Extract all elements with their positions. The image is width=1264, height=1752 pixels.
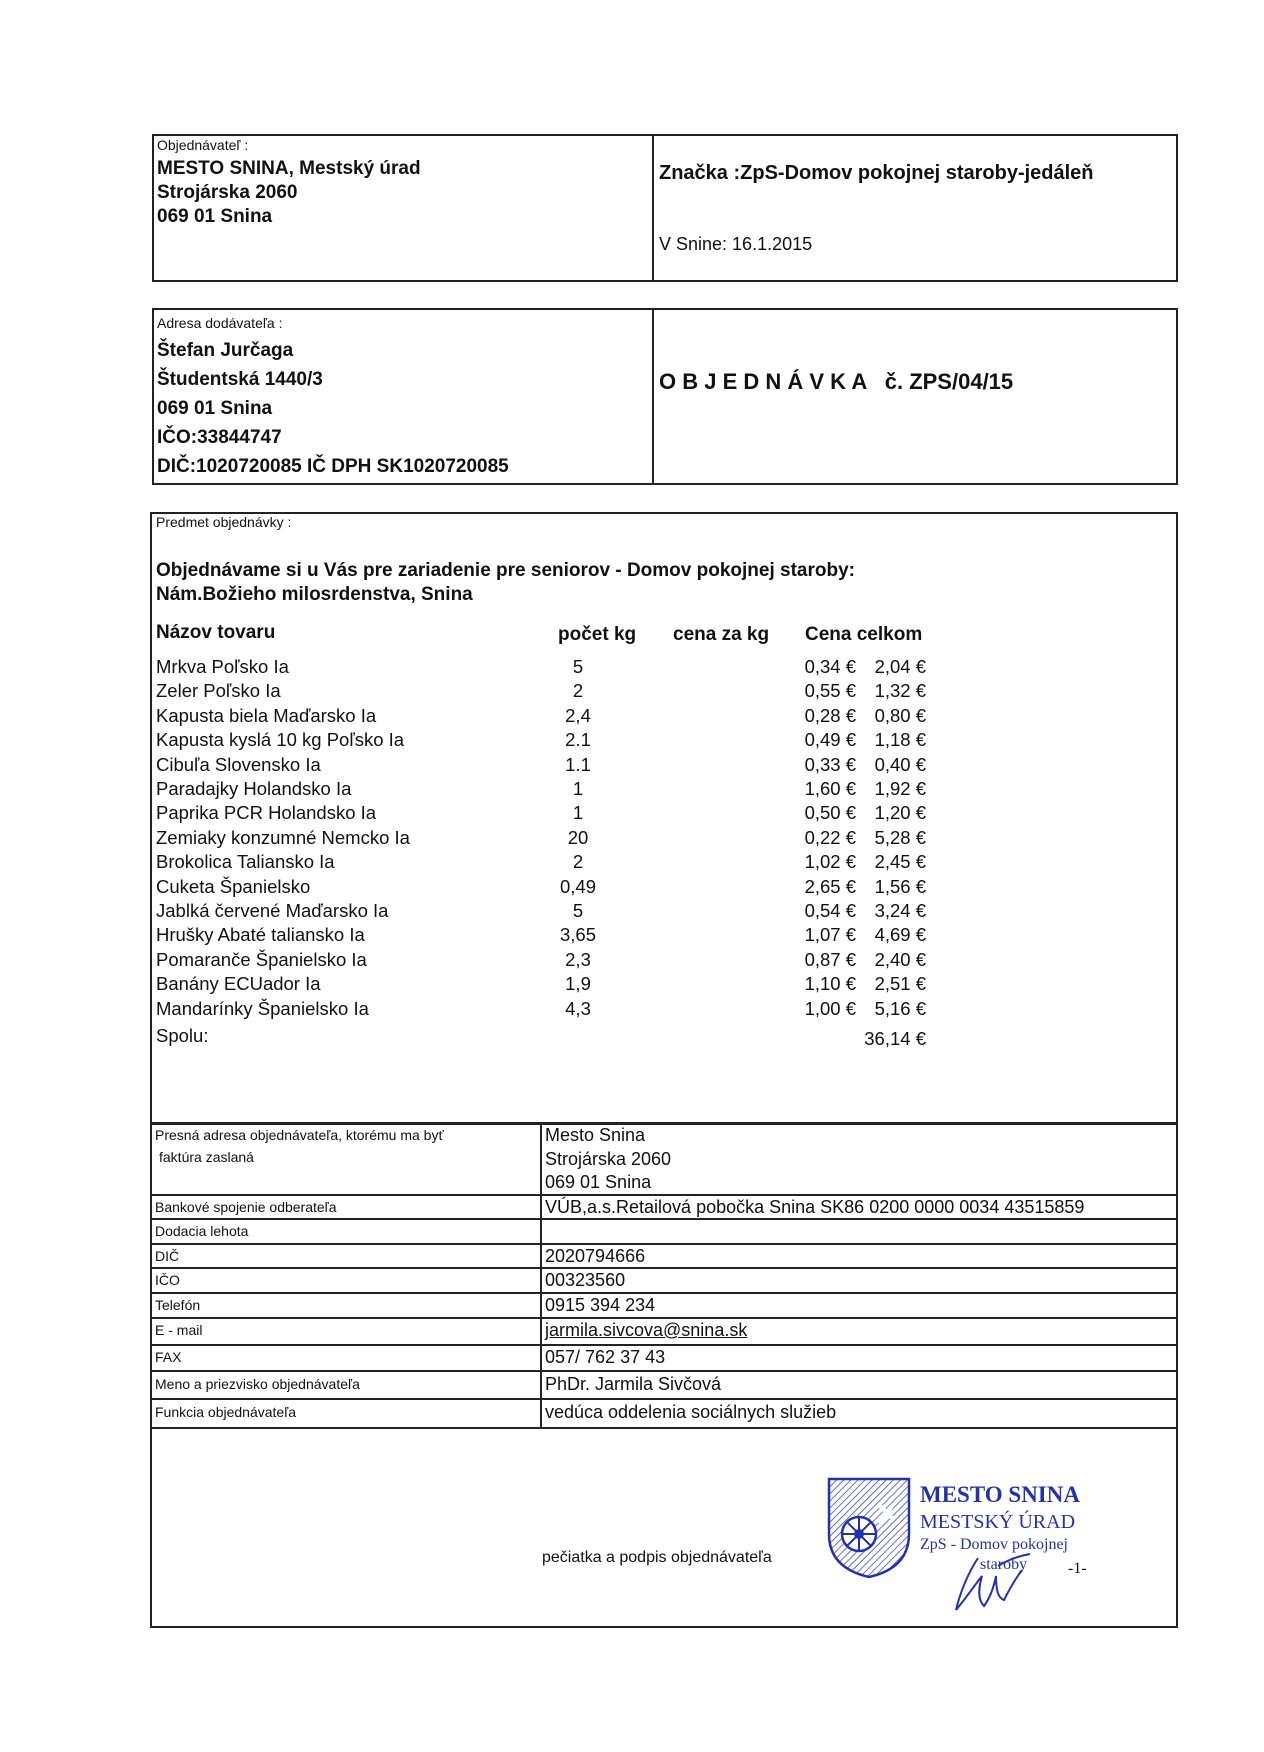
item-price: 0,33 €: [804, 753, 856, 775]
subject-line-2: Nám.Božieho milosrdenstva, Snina: [156, 584, 473, 605]
col-header-name: Názov tovaru: [156, 622, 276, 643]
item-kg: 2,3: [565, 948, 591, 970]
details-line: [150, 1398, 1178, 1400]
item-kg: 20: [567, 826, 589, 848]
col-header-price: cena za kg: [673, 624, 770, 645]
table-row: [156, 949, 936, 973]
invoice-name: Mesto Snina: [545, 1125, 646, 1145]
item-price: 0,28 €: [804, 704, 856, 726]
item-name: Mandarínky Španielsko Ia: [156, 997, 369, 1019]
table-row: [156, 802, 936, 826]
orderer-city: 069 01 Snina: [157, 206, 273, 227]
subject-line-1: Objednávame si u Vás pre zariadenie pre seniorov - Domov pokojnej staroby:: [156, 560, 855, 581]
item-kg: 3,65: [559, 924, 596, 946]
fax-label: FAX: [155, 1349, 182, 1365]
stamp: [826, 1474, 1146, 1624]
item-total: 0,80 €: [874, 704, 926, 726]
supplier-street: Študentská 1440/3: [157, 369, 323, 390]
table-row: [156, 900, 936, 924]
details-line: [150, 1267, 1178, 1269]
item-price: 0,22 €: [804, 826, 856, 848]
table-row: [156, 924, 936, 948]
item-total: 2,51 €: [874, 973, 926, 995]
item-kg: 2.1: [565, 729, 591, 751]
item-kg: 1: [572, 802, 584, 824]
item-name: Hrušky Abaté taliansko Ia: [156, 924, 365, 946]
orderer-label: Objednávateľ :: [157, 137, 249, 153]
table-row: [156, 973, 936, 997]
orderer-name-label: Meno a priezvisko objednávateľa: [155, 1376, 360, 1392]
item-total: 4,69 €: [874, 924, 926, 946]
invoice-label-1: Presná adresa objednávateľa, ktorému ma byť: [155, 1127, 444, 1143]
invoice-street: Strojárska 2060: [545, 1149, 672, 1169]
order-title: O B J E D N Á V K A č. ZPS/04/15: [659, 369, 1014, 394]
item-name: Jablká červené Maďarsko Ia: [156, 900, 389, 921]
item-price: 1,60 €: [804, 778, 856, 799]
item-total: 2,04 €: [874, 656, 926, 677]
supplier-name: Štefan Jurčaga: [157, 340, 294, 361]
item-name: Brokolica Taliansko Ia: [156, 851, 335, 873]
item-name: Mrkva Poľsko Ia: [156, 656, 289, 677]
item-price: 0,55 €: [804, 680, 856, 702]
item-kg: 2: [572, 680, 584, 702]
item-name: Zemiaky konzumné Nemcko Ia: [156, 826, 410, 848]
orderer-street: Strojárska 2060: [157, 182, 298, 203]
fax-value: 057/ 762 37 43: [545, 1347, 666, 1367]
signature-label: pečiatka a podpis objednávateľa: [542, 1549, 772, 1566]
table-row: [156, 827, 936, 851]
details-line: [150, 1194, 1178, 1196]
header-divider: [652, 134, 654, 282]
stamp-line-4: staroby: [980, 1556, 1028, 1573]
supplier-city: 069 01 Snina: [157, 398, 273, 419]
details-line: [150, 1427, 1178, 1429]
ico-value: 00323560: [545, 1270, 626, 1290]
table-row: [156, 851, 936, 875]
phone-label: Telefón: [155, 1297, 201, 1313]
table-row: [156, 998, 936, 1022]
item-total: 0,40 €: [874, 753, 926, 775]
delivery-label: Dodacia lehota: [155, 1223, 249, 1239]
sum-value: 36,14 €: [864, 1028, 926, 1049]
item-kg: 5: [572, 656, 584, 677]
item-name: Pomaranče Španielsko Ia: [156, 948, 367, 970]
details-line: [150, 1218, 1178, 1220]
item-price: 2,65 €: [804, 875, 856, 897]
phone-value: 0915 394 234: [545, 1295, 656, 1315]
details-line: [150, 1243, 1178, 1245]
email-value[interactable]: jarmila.sivcova@snina.sk: [545, 1320, 748, 1340]
handwritten-signature: [938, 1548, 1058, 1618]
details-divider: [540, 1123, 542, 1428]
item-name: Paprika PCR Holandsko Ia: [156, 802, 377, 824]
item-total: 1,20 €: [874, 802, 926, 824]
col-header-kg: počet kg: [558, 624, 637, 645]
coat-of-arms-icon: [826, 1476, 912, 1580]
item-price: 1,10 €: [804, 973, 856, 995]
place-date: V Snine: 16.1.2015: [659, 234, 813, 254]
stamp-line-2: MESTSKÝ ÚRAD: [920, 1511, 1076, 1533]
item-kg: 1,9: [565, 973, 591, 995]
item-total: 5,16 €: [874, 997, 926, 1019]
stamp-line-1: MESTO SNINA: [920, 1482, 1080, 1507]
item-total: 1,32 €: [874, 680, 926, 702]
item-kg: 2,4: [565, 704, 591, 726]
table-row: [156, 656, 936, 680]
item-total: 5,28 €: [874, 826, 926, 848]
item-total: 1,18 €: [874, 729, 926, 751]
item-name: Cibuľa Slovensko Ia: [156, 753, 321, 775]
details-line: [150, 1292, 1178, 1294]
table-row: [156, 729, 936, 753]
table-row: [156, 705, 936, 729]
item-name: Paradajky Holandsko Ia: [156, 778, 352, 799]
table-row: [156, 754, 936, 778]
mark-text: Značka :ZpS-Domov pokojnej staroby-jedáleň: [659, 162, 1094, 184]
item-kg: 5: [572, 900, 584, 921]
details-line: [150, 1344, 1178, 1346]
details-line: [150, 1370, 1178, 1372]
item-price: 1,00 €: [804, 997, 856, 1019]
orderer-name-value: PhDr. Jarmila Sivčová: [545, 1374, 722, 1394]
table-row: [156, 778, 936, 802]
bank-label: Bankové spojenie odberateľa: [155, 1199, 337, 1215]
item-total: 1,92 €: [874, 778, 926, 799]
invoice-city: 069 01 Snina: [545, 1172, 652, 1192]
supplier-divider: [652, 308, 654, 485]
item-kg: 0,49: [559, 875, 596, 897]
stamp-line-3: ZpS - Domov pokojnej: [920, 1536, 1068, 1553]
item-total: 2,40 €: [874, 948, 926, 970]
supplier-dic: DIČ:1020720085 IČ DPH SK1020720085: [157, 456, 509, 477]
item-price: 0,49 €: [804, 729, 856, 751]
item-price: 0,87 €: [804, 948, 856, 970]
function-value: vedúca oddelenia sociálnych služieb: [545, 1402, 837, 1422]
item-total: 3,24 €: [874, 900, 926, 921]
item-total: 2,45 €: [874, 851, 926, 873]
dic-value: 2020794666: [545, 1246, 646, 1266]
ico-label: IČO: [155, 1272, 180, 1288]
email-label: E - mail: [155, 1322, 203, 1338]
sum-label: Spolu:: [156, 1025, 209, 1046]
item-price: 0,34 €: [804, 656, 856, 677]
orderer-name: MESTO SNINA, Mestský úrad: [157, 158, 421, 179]
subject-label: Predmet objednávky :: [156, 514, 292, 530]
item-kg: 4,3: [565, 997, 591, 1019]
item-price: 0,50 €: [804, 802, 856, 824]
function-label: Funkcia objednávateľa: [155, 1404, 297, 1420]
item-price: 1,07 €: [804, 924, 856, 946]
item-kg: 1: [572, 778, 584, 799]
supplier-label: Adresa dodávateľa :: [157, 315, 283, 331]
bank-value: VÚB,a.s.Retailová pobočka Snina SK86 0200 0000 0034 43515859: [545, 1197, 1085, 1217]
col-header-total: Cena celkom: [805, 624, 923, 645]
item-name: Zeler Poľsko Ia: [156, 680, 281, 702]
invoice-label-2: faktúra zaslaná: [159, 1149, 254, 1165]
item-name: Kapusta biela Maďarsko Ia: [156, 704, 377, 726]
dic-label: DIČ: [155, 1248, 180, 1264]
item-name: Banány ECUador Ia: [156, 973, 321, 995]
item-total: 1,56 €: [874, 875, 926, 897]
item-kg: 2: [572, 851, 584, 873]
page-number: -1-: [1068, 1560, 1087, 1577]
item-kg: 1.1: [565, 753, 591, 775]
details-line: [150, 1317, 1178, 1319]
table-row: [156, 876, 936, 900]
item-name: Cuketa Španielsko: [156, 875, 311, 897]
item-price: 0,54 €: [804, 900, 856, 921]
table-row: [156, 680, 936, 704]
header-box: [152, 134, 1178, 282]
item-price: 1,02 €: [804, 851, 856, 873]
item-name: Kapusta kyslá 10 kg Poľsko Ia: [156, 729, 405, 751]
supplier-ico: IČO:33844747: [157, 427, 282, 448]
